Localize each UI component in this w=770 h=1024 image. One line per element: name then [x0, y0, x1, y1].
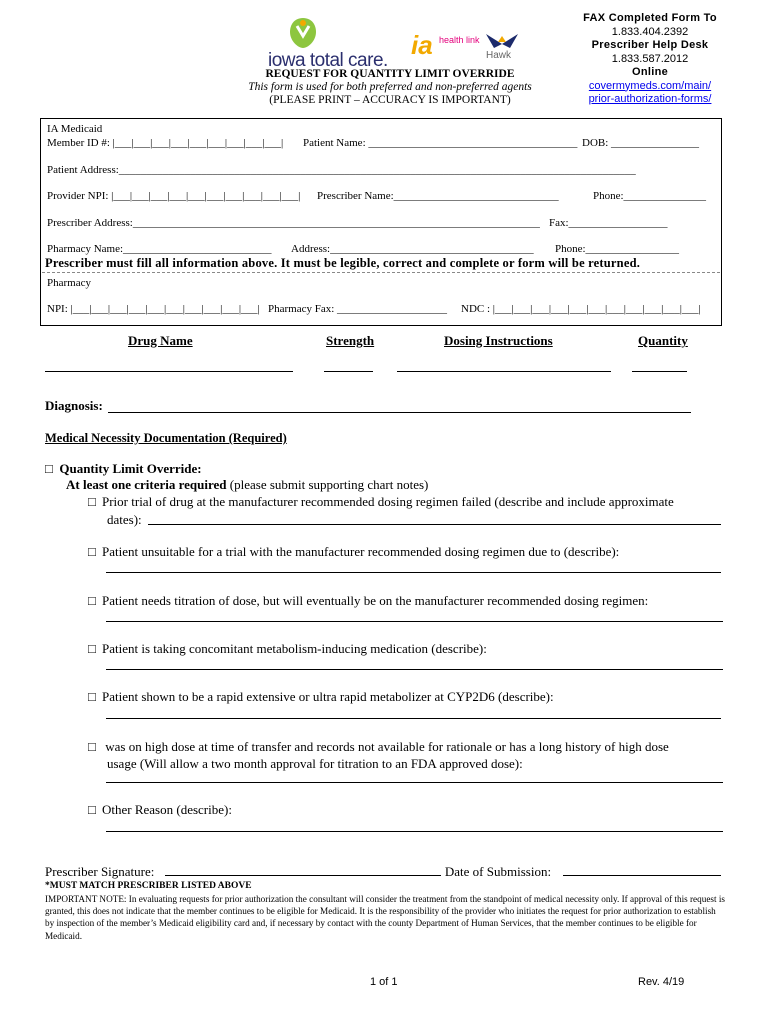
strength-header: Strength	[326, 333, 375, 348]
pharmacy-name-field[interactable]: Pharmacy Name:___________________________	[47, 243, 272, 255]
option-text: Patient shown to be a rapid extensive or ultra rapid metabolizer at CYP2D6 (describe):	[102, 689, 554, 704]
option-checkbox[interactable]: □	[88, 689, 96, 704]
ia-health-link-mark: ia	[411, 30, 433, 60]
strength-input[interactable]	[324, 371, 373, 372]
option-other-reason[interactable]	[88, 801, 728, 819]
important-note: IMPORTANT NOTE: In evaluating requests for prior authorization the consultant will consider the treatment from the standpoint of medical necessity only. If approval of this request is granted, this does not indicate that the member continues to be eligible for Medicaid. It is the responsibility of the provider who initiates the request for prior authorization to establish by inspection of the member’s Medicaid eligibility card and, if necessary by contact with the county Department of Human Services, that the member continues to be eligible for Medicaid.	[45, 894, 725, 941]
help-desk-number: 1.833.587.2012	[611, 52, 689, 65]
dosing-input[interactable]	[397, 371, 611, 372]
option-checkbox[interactable]: □	[88, 544, 96, 559]
option-text: was on high dose at time of transfer and records not available for rationale or has a long history of high dose	[105, 739, 669, 754]
option-unsuitable[interactable]	[88, 543, 728, 561]
concomitant-input[interactable]	[106, 669, 723, 670]
option-text: Patient is taking concomitant metabolism-inducing medication (describe):	[102, 641, 487, 656]
option-checkbox[interactable]: □	[88, 494, 96, 509]
diagnosis-input[interactable]	[108, 412, 691, 413]
contact-info	[570, 12, 730, 107]
prescriber-phone-field[interactable]: Phone:_______________	[593, 190, 707, 202]
prescriber-name-field[interactable]: Prescriber Name:______________________________	[317, 190, 559, 202]
covermymeds-link[interactable]: covermymeds.com/main/	[588, 79, 712, 92]
qlo-label: Quantity Limit Override:	[59, 461, 202, 476]
form-title-block	[240, 68, 540, 107]
drug-name-input[interactable]	[45, 371, 293, 372]
prescriber-signature-input[interactable]	[165, 875, 441, 876]
must-match-note: *MUST MATCH PRESCRIBER LISTED ABOVE	[45, 881, 252, 891]
other-reason-input[interactable]	[106, 831, 723, 832]
online-label: Online	[631, 66, 669, 78]
option-text: Other Reason (describe):	[102, 802, 232, 817]
help-desk-label: Prescriber Help Desk	[591, 39, 709, 51]
must-fill-warning: Prescriber must fill all information above. It must be legible, correct and complete or form will be returned.	[45, 256, 641, 270]
ia-medicaid-label: IA Medicaid	[47, 123, 103, 135]
prior-auth-forms-link[interactable]: prior-authorization-forms/	[588, 93, 712, 105]
provider-npi-field[interactable]: Provider NPI: |___|___|___|___|___|___|___|___|___|___|	[47, 190, 301, 202]
hawk-wordmark: Hawk	[486, 50, 512, 61]
prescriber-address-field[interactable]: Prescriber Address:__________________________________________________________________________	[47, 217, 540, 229]
option-checkbox[interactable]: □	[88, 641, 96, 656]
date-of-submission-input[interactable]	[563, 875, 721, 876]
dosing-header: Dosing Instructions	[444, 333, 553, 348]
print-note: (PLEASE PRINT – ACCURACY IS IMPORTANT)	[269, 94, 511, 106]
ia-health-link-logo	[411, 30, 481, 64]
ndc-field[interactable]: NDC : |___|___|___|___|___|___|___|___|___|___|___|	[461, 303, 701, 315]
patient-name-field[interactable]: Patient Name: ______________________________________	[303, 137, 578, 149]
iowa-total-care-wordmark: iowa total care.	[268, 50, 388, 71]
unsuitable-input[interactable]	[106, 572, 721, 573]
pharmacy-address-field[interactable]: Address:_____________________________________	[291, 243, 534, 255]
option-checkbox[interactable]: □	[88, 593, 96, 608]
revision: Rev. 4/19	[638, 976, 685, 988]
signature-row	[45, 864, 551, 880]
option-checkbox[interactable]: □	[88, 739, 96, 754]
quantity-input[interactable]	[632, 371, 687, 372]
prescriber-fax-field[interactable]: Fax:__________________	[549, 217, 668, 229]
hawk-bird-icon	[484, 30, 520, 52]
quantity-header: Quantity	[638, 333, 688, 348]
patient-address-field[interactable]: Patient Address:______________________________________________________________________________________________	[47, 164, 636, 176]
criteria-note	[66, 477, 428, 493]
pharmacy-fax-field[interactable]: Pharmacy Fax: ____________________	[268, 303, 448, 315]
pharmacy-npi-field[interactable]: NPI: |___|___|___|___|___|___|___|___|___|___|	[47, 303, 260, 315]
dob-field[interactable]: DOB: ________________	[582, 137, 700, 149]
ia-health-link-sub: health link	[439, 35, 480, 45]
fax-number: 1.833.404.2392	[611, 25, 689, 38]
option-text: Prior trial of drug at the manufacturer recommended dosing regimen failed (describe and include approximate	[102, 494, 674, 509]
iowa-total-care-logo	[268, 14, 408, 70]
quantity-limit-override[interactable]	[45, 461, 202, 477]
drug-name-header: Drug Name	[128, 333, 193, 348]
iowa-total-care-mark-icon	[288, 16, 318, 50]
high-dose-input[interactable]	[106, 782, 723, 783]
page-number: 1 of 1	[370, 976, 398, 988]
pharmacy-phone-field[interactable]: Phone:_________________	[555, 243, 680, 255]
option-text: Patient needs titration of dose, but will eventually be on the manufacturer recommended dosing regimen:	[102, 593, 649, 608]
pharmacy-label: Pharmacy	[47, 277, 91, 289]
dashed-divider	[42, 272, 720, 273]
option-high-dose-cont: usage (Will allow a two month approval for titration to an FDA approved dose):	[107, 756, 523, 771]
option-concomitant[interactable]	[88, 640, 728, 658]
criteria-bold: At least one criteria required	[66, 477, 227, 492]
form-subtitle: This form is used for both preferred and non-preferred agents	[248, 81, 532, 93]
member-id-field[interactable]: Member ID #: |___|___|___|___|___|___|___|___|___|	[47, 137, 284, 149]
fax-label: FAX Completed Form To	[583, 12, 717, 24]
option-checkbox[interactable]: □	[88, 802, 96, 817]
qlo-checkbox[interactable]: □	[45, 461, 53, 476]
criteria-rest: (please submit supporting chart notes)	[226, 477, 429, 492]
metabolizer-input[interactable]	[106, 718, 721, 719]
option-prior-trial[interactable]	[88, 493, 728, 511]
form-title: REQUEST FOR QUANTITY LIMIT OVERRIDE	[265, 68, 515, 80]
titration-input[interactable]	[106, 621, 723, 622]
option-high-dose[interactable]	[88, 738, 728, 756]
prior-trial-input[interactable]	[148, 524, 721, 525]
hawk-logo	[484, 30, 524, 66]
option-metabolizer[interactable]	[88, 688, 728, 706]
diagnosis-label: Diagnosis:	[45, 398, 103, 413]
date-of-submission-label: Date of Submission:	[444, 864, 552, 879]
option-prior-trial-cont: dates):	[107, 512, 142, 527]
option-text: Patient unsuitable for a trial with the manufacturer recommended dosing regimen due to (describe):	[102, 544, 620, 559]
prescriber-signature-label: Prescriber Signature:	[45, 864, 155, 879]
medical-necessity-heading: Medical Necessity Documentation (Required)	[45, 431, 287, 445]
option-titration[interactable]	[88, 592, 728, 610]
info-box	[40, 118, 722, 326]
